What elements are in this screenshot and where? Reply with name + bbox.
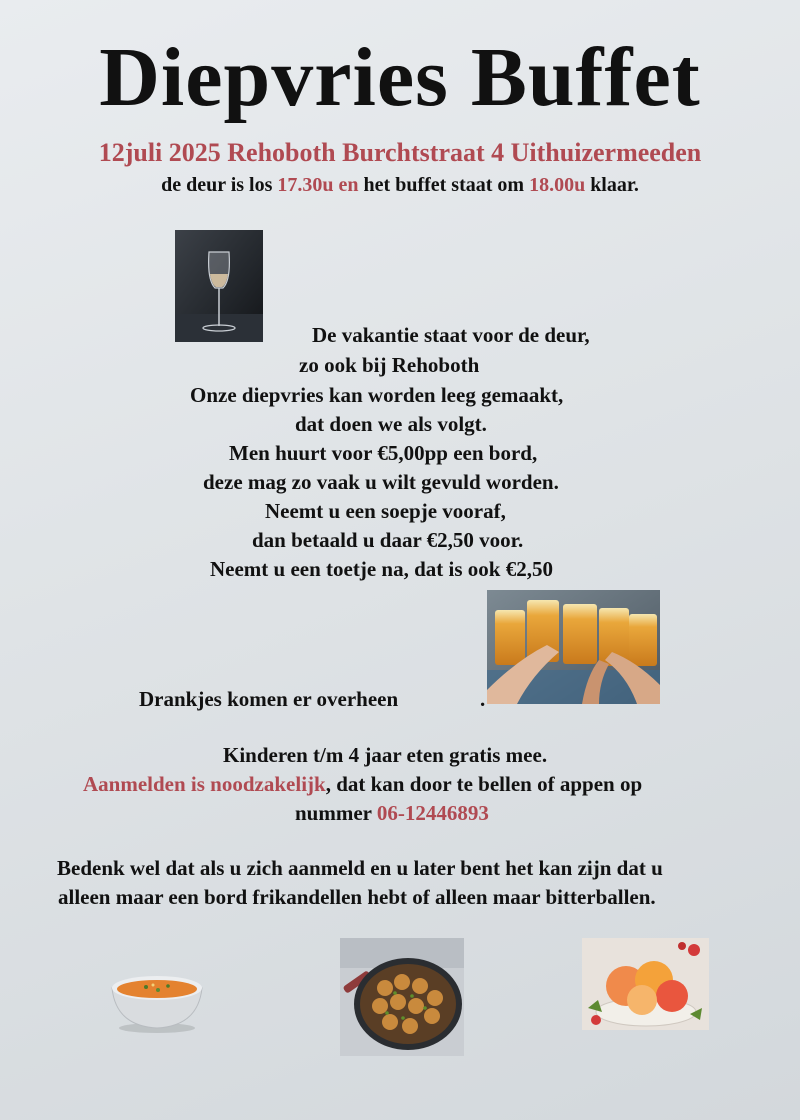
door-text-1: de deur is los: [161, 174, 278, 196]
intro-line: zo ook bij Rehoboth: [299, 353, 480, 377]
phone-number: 06-12446893: [376, 801, 489, 825]
intro-line: deze mag zo vaak u wilt gevuld worden.: [203, 470, 559, 494]
intro-line: Men huurt voor €5,00pp een bord,: [229, 441, 538, 465]
intro-line: dan betaald u daar €2,50 voor.: [252, 528, 524, 552]
note-line: Bedenk wel dat als u zich aanmeld en u later bent het kan zijn dat u: [57, 856, 663, 880]
kids-line: Kinderen t/m 4 jaar eten gratis mee.: [223, 743, 548, 767]
event-date-location: 12juli 2025 Rehoboth Burchtstraat 4 Uithuizermeeden: [98, 138, 702, 167]
drinks-line: Drankjes komen er overheen: [139, 687, 399, 711]
signup-required: Aanmelden is noodzakelijk: [83, 772, 326, 796]
note-line: alleen maar een bord frikandellen hebt of alleen maar bitterballen.: [58, 885, 656, 909]
intro-line: dat doen we als volgt.: [295, 412, 487, 436]
soup-bowl-image: [108, 960, 206, 1036]
drinks-dot: .: [480, 687, 486, 711]
door-text-2: het buffet staat om: [358, 174, 530, 196]
bitterballen-pan-image: [340, 938, 464, 1056]
door-open-time: 17.30u en: [277, 174, 359, 196]
intro-line: Onze diepvries kan worden leeg gemaakt,: [190, 383, 564, 407]
wine-glass-image: [175, 230, 263, 342]
intro-line: Neemt u een toetje na, dat is ook €2,50: [210, 557, 553, 581]
flyer-title: Diepvries Buffet: [99, 31, 701, 124]
phone-line: [295, 798, 489, 828]
door-time-line: [0, 174, 800, 197]
intro-line: Neemt u een soepje vooraf,: [265, 499, 506, 523]
intro-line: De vakantie staat voor de deur,: [312, 323, 590, 347]
phone-label: nummer: [295, 801, 377, 825]
signup-line: [83, 769, 642, 799]
door-text-3: klaar.: [585, 174, 639, 196]
signup-text: , dat kan door te bellen of appen op: [325, 772, 643, 796]
beer-cheers-image: [487, 590, 660, 704]
buffet-time: 18.00u: [529, 174, 586, 196]
ice-cream-image: [582, 938, 709, 1030]
